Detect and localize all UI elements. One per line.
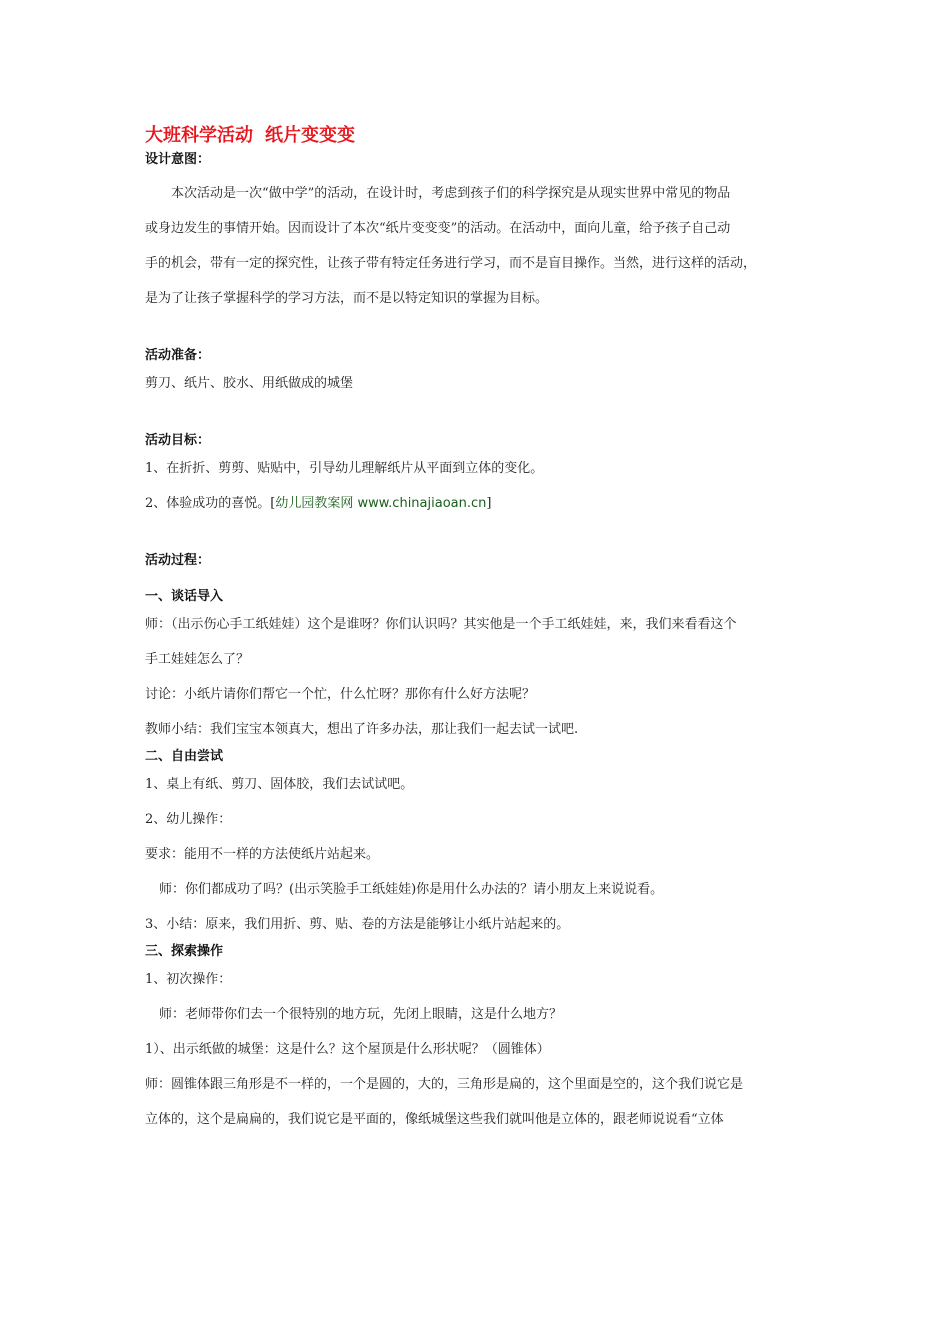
- section-2-line-2: 2、幼儿操作：: [145, 812, 232, 827]
- section-2-line-3: 要求：能用不一样的方法使纸片站起来。: [145, 847, 380, 862]
- design-intent-heading: 设计意图：: [145, 152, 211, 167]
- section-2-heading: 二、自由尝试: [145, 749, 224, 764]
- document-title: [145, 122, 810, 150]
- section-3-line-3: 1）、出示纸做的城堡：这是什么？这个屋顶是什么形状呢？（圆锥体）: [145, 1042, 550, 1057]
- section-3-line-4: 师：圆锥体跟三角形是不一样的，一个是圆的，大的，三角形是扁的，这个里面是空的，这个我们说它是: [145, 1077, 744, 1092]
- section-2-line-4: 师：你们都成功了吗？(出示笑脸手工纸娃娃)你是用什么办法的？请小朋友上来说说看。: [159, 882, 664, 897]
- section-1-line-1: 师：（出示伤心手工纸娃娃）这个是谁呀？你们认识吗？其实他是一个手工纸娃娃，来，我们来看看这个: [145, 617, 737, 632]
- goal-item-1: 1、在折折、剪剪、贴贴中，引导幼儿理解纸片从平面到立体的变化。: [145, 461, 544, 476]
- section-1-line-4: 教师小结：我们宝宝本领真大，想出了许多办法，那让我们一起去试一试吧.: [145, 722, 579, 737]
- section-2-line-1: 1、桌上有纸、剪刀、固体胶，我们去试试吧。: [145, 777, 414, 792]
- process-heading: 活动过程：: [145, 553, 211, 568]
- section-3-heading: 三、探索操作: [145, 944, 224, 959]
- goal-item-2: [145, 486, 810, 521]
- section-1-line-3: 讨论：小纸片请你们帮它一个忙，什么忙呀？那你有什么好方法呢？: [145, 687, 536, 702]
- title-part-2: 纸片变变变: [265, 125, 355, 146]
- design-intent-line-1: 本次活动是一次“做中学”的活动，在设计时，考虑到孩子们的科学探究是从现实世界中常见的物品: [171, 186, 731, 201]
- goal-item-2-text: 2、体验成功的喜悦。[: [145, 496, 276, 511]
- goals-heading: 活动目标：: [145, 433, 211, 448]
- section-3-line-1: 1、初次操作：: [145, 972, 232, 987]
- document-page: [145, 122, 810, 1137]
- section-1-heading: 一、谈话导入: [145, 589, 224, 604]
- goal-item-2-link[interactable]: 幼儿园教案网 www.chinajiaoan.cn: [275, 496, 487, 511]
- design-intent-line-2: 或身边发生的事情开始。因而设计了本次“纸片变变变”的活动。在活动中，面向儿童，给予孩子自己动: [145, 221, 731, 236]
- goal-item-2-suffix: ]: [486, 496, 492, 511]
- design-intent-line-3: 手的机会，带有一定的探究性，让孩子带有特定任务进行学习，而不是盲目操作。当然，进行这样的活动，: [145, 256, 757, 271]
- design-intent-line-4: 是为了让孩子掌握科学的学习方法，而不是以特定知识的掌握为目标。: [145, 291, 549, 306]
- section-3-line-5: 立体的，这个是扁扁的，我们说它是平面的，像纸城堡这些我们就叫他是立体的，跟老师说说看“立体: [145, 1112, 724, 1127]
- section-2-line-5: 3、小结：原来，我们用折、剪、贴、卷的方法是能够让小纸片站起来的。: [145, 917, 570, 932]
- preparation-text: 剪刀、纸片、胶水、用纸做成的城堡: [145, 376, 354, 391]
- section-1-line-2: 手工娃娃怎么了？: [145, 652, 250, 667]
- preparation-heading: 活动准备：: [145, 348, 211, 363]
- section-3-line-2: 师：老师带你们去一个很特别的地方玩，先闭上眼睛，这是什么地方？: [159, 1007, 563, 1022]
- title-part-1: 大班科学活动: [145, 125, 253, 146]
